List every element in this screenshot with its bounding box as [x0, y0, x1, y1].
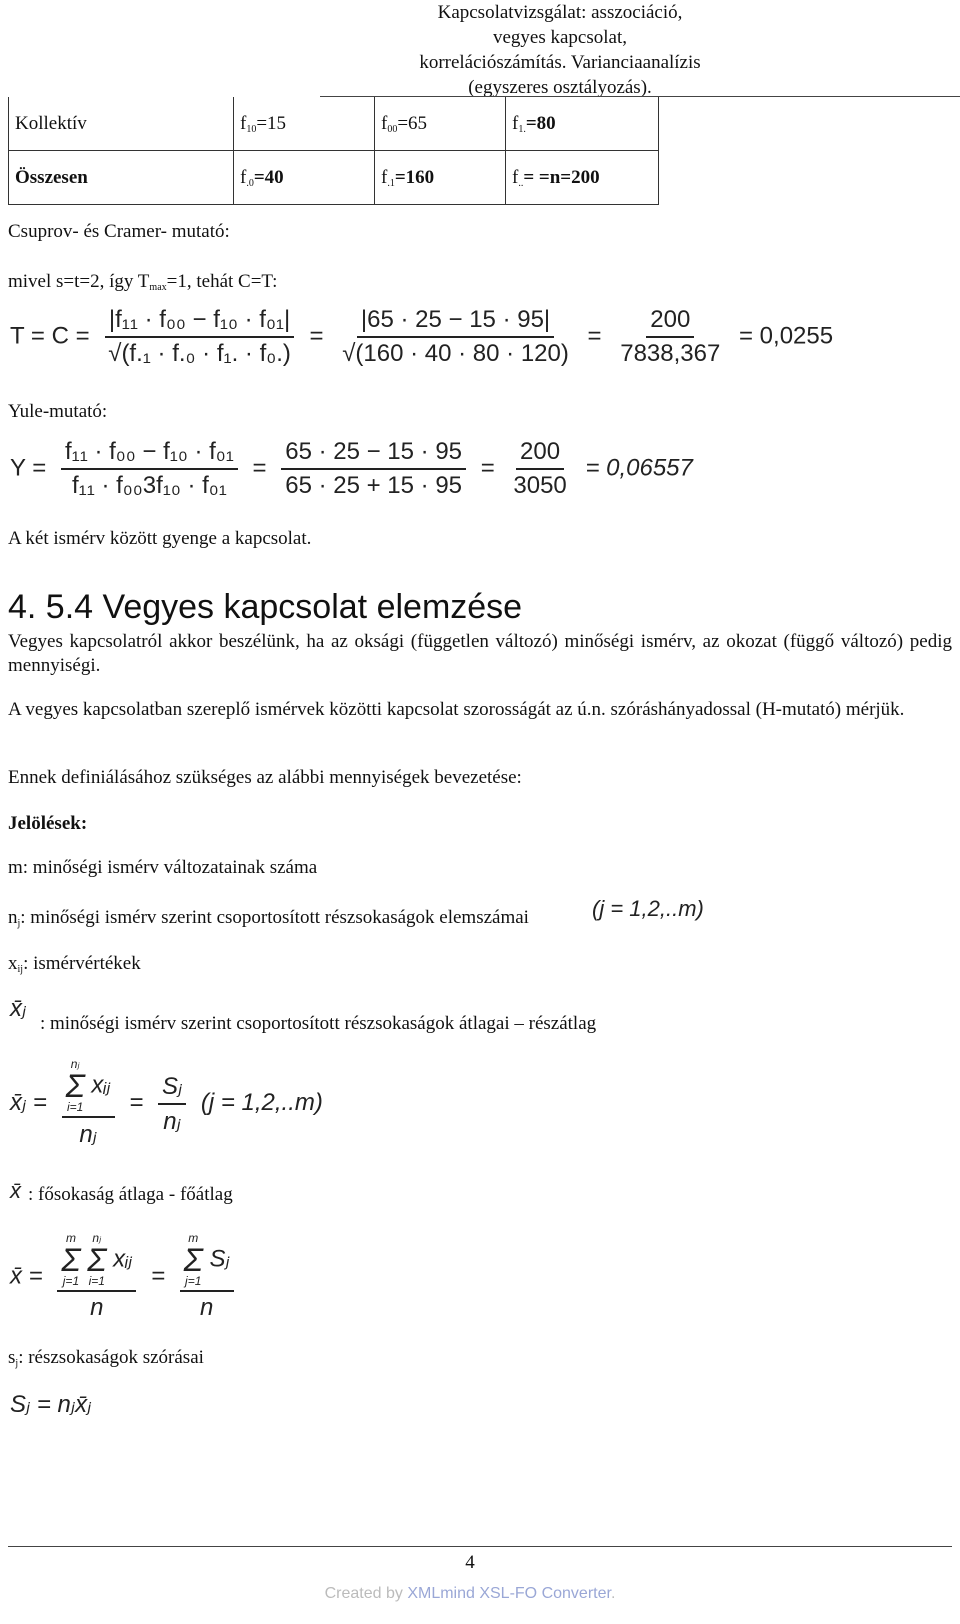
- definition-xbarj: : minőségi ismérv szerint csoportosított részsokaságok átlagai – részátlag: [40, 1013, 597, 1034]
- table-row: [9, 97, 659, 151]
- fraction: $\frac{\text{Sⱼ}}{\text{nⱼ}}$: [158, 1072, 186, 1136]
- fraction: nⱼ Σ i=1 xᵢⱼ nⱼ: [62, 1058, 115, 1149]
- sigma-icon: m Σ j=1: [61, 1231, 81, 1288]
- fraction: $\frac{\text{f₁₁ · f₀₀ − f₁₀ · f₀₁}}{\text{f₁₁ · f₀₀3f₁₀ · f₀₁}}$: [61, 438, 238, 500]
- symbol-xbar-j: x̄ⱼ: [10, 995, 27, 1022]
- table-cell: $f_{1.}=80$: [506, 97, 659, 151]
- fraction: $\frac{200}{7838,367}$: [620, 306, 721, 367]
- header-line: korrelációszámítás. Varianciaanalízis: [419, 52, 701, 73]
- paragraph: A vegyes kapcsolatban szereplő ismérvek közötti kapcsolat szorosságát az ú.n. szóráshányadossal (H-mutató) mérjük.: [8, 699, 905, 720]
- header-line: Kapcsolatvizsgálat: asszociáció,: [437, 2, 683, 23]
- generator-credit: Created by XMLmind XSL-FO Converter.: [324, 1585, 616, 1602]
- mivel-text: mivel s=t=2, így $T_{max}=1$, tehát C=T:: [8, 271, 278, 293]
- sigma-icon: nⱼ Σ i=1: [65, 1057, 85, 1114]
- definition-xbar: : fősokaság átlaga - főátlag: [28, 1184, 233, 1205]
- formula-grand-mean: x̄ = m Σ j=1 nⱼ Σ i=1 xᵢⱼ n = m Σ j=1 Sⱼ n: [10, 1232, 242, 1322]
- table-cell: $f_{00}=65$: [375, 97, 506, 151]
- definition-m: m: minőségi ismérv változatainak száma: [8, 857, 318, 878]
- sigma-icon: nⱼ Σ i=1: [87, 1231, 107, 1288]
- paragraph: Vegyes kapcsolatról akkor beszélünk, ha az oksági (független változó) minőségi ismérv, az okozat (függő változó) pedig mennyiségi.: [8, 631, 952, 676]
- yule-title: Yule-mutató:: [8, 401, 108, 422]
- csuprov-title: Csuprov- és Cramer- mutató:: [8, 221, 230, 242]
- formula-result: = 0,06557: [585, 454, 693, 482]
- jelolesek-title: Jelölések:: [8, 813, 88, 834]
- conclusion-text: A két ismérv között gyenge a kapcsolat.: [8, 528, 312, 549]
- fraction: m Σ j=1 Sⱼ n: [180, 1232, 234, 1322]
- table-cell: $f_{10}=15$: [234, 97, 375, 151]
- page-number: 4: [465, 1552, 475, 1573]
- paragraph: Ennek definiálásához szükséges az alábbi mennyiségek bevezetése:: [8, 767, 522, 788]
- table-cell: $f_{.1}=160$: [375, 151, 506, 205]
- formula-csuprov: T = C = $\frac{\text{|f₁₁ · f₀₀ − f₁₀ · f₀₁|}}{\text{√(f.₁ · f.₀ · f₁. · f₀.)}}$ = $\frac{|65 \cdot 25 - 15 \cdot 95|}{√(160 \cdot 40 \cdot 80 \cdot 120)}$ = $\frac{200}{7838,367}$ = 0,0255: [10, 306, 834, 367]
- fraction: $\frac{\text{|f₁₁ · f₀₀ − f₁₀ · f₀₁|}}{\text{√(f.₁ · f.₀ · f₁. · f₀.)}}$: [104, 306, 295, 368]
- contingency-table: [8, 97, 659, 205]
- sigma-icon: m Σ j=1: [183, 1231, 203, 1288]
- fraction: $\frac{200}{3050}$: [513, 438, 567, 499]
- fraction: $\frac{|65 \cdot 25 - 15 \cdot 95|}{√(160 \cdot 40 \cdot 80 \cdot 120)}$: [342, 306, 569, 367]
- table-cell: $f_{..}= =n=200$: [506, 151, 659, 205]
- formula-group-sum: Sⱼ = nⱼx̄ⱼ: [10, 1391, 92, 1418]
- definition-nj: $n_j$: minőségi ismérv szerint csoportosított részsokaságok elemszámai: [8, 907, 529, 929]
- header-line: vegyes kapcsolat,: [492, 27, 627, 48]
- fraction: $\frac{65 \cdot 25 - 15 \cdot 95}{65 \cdot 25 + 15 \cdot 95}$: [281, 438, 466, 500]
- symbol-xbar: x̄: [10, 1178, 21, 1203]
- table-cell: $f_{.0}=40$: [234, 151, 375, 205]
- row-label: Kollektív: [9, 97, 234, 151]
- footer-divider: [8, 1546, 952, 1547]
- row-label: Összesen: [9, 151, 234, 205]
- formula-yule: Y = $\frac{\text{f₁₁ · f₀₀ − f₁₀ · f₀₁}}{\text{f₁₁ · f₀₀3f₁₀ · f₀₁}}$ = $\frac{65 \cdot 25 - 15 \cdot 95}{65 \cdot 25 + 15 \cdot 95}$ = $\frac{200}{3050}$ = 0,06557: [10, 438, 693, 499]
- formula-lhs: T = C =: [10, 322, 90, 350]
- formula-j-range: (j = 1,2,..m): [592, 896, 704, 921]
- header-line: (egyszeres osztályozás).: [468, 77, 652, 98]
- fraction: m Σ j=1 nⱼ Σ i=1 xᵢⱼ n: [57, 1232, 136, 1322]
- table-row: [9, 151, 659, 205]
- formula-result: = 0,0255: [739, 322, 834, 350]
- formula-partial-mean: x̄ⱼ = nⱼ Σ i=1 xᵢⱼ nⱼ = $\frac{\text{Sⱼ}}{\text{nⱼ}}$ (j = 1,2,..m): [10, 1057, 323, 1148]
- running-header: [240, 0, 880, 100]
- formula-lhs: Y =: [10, 454, 47, 482]
- section-title: 4. 5.4 Vegyes kapcsolat elemzése: [8, 588, 523, 626]
- definition-sj: $s_j$: részsokaságok szórásai: [8, 1347, 204, 1369]
- definition-xij: $x_{ij}$: ismérvértékek: [8, 953, 141, 975]
